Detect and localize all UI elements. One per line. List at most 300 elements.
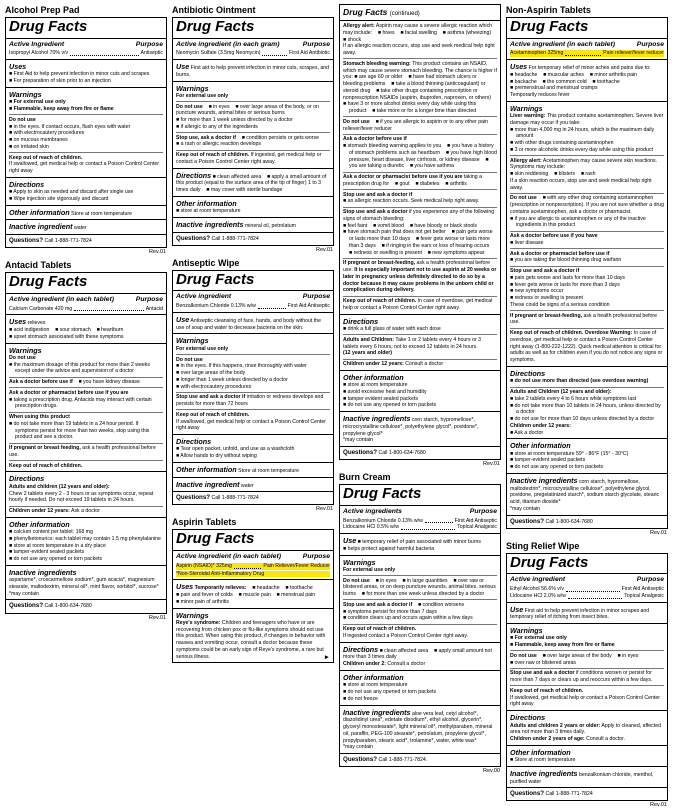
- drug-facts-title: Drug Facts: [176, 530, 255, 548]
- ingredient-name: Benzalkonium Chloride 0.13% w/w: [343, 517, 423, 524]
- thin-divider: [343, 296, 497, 297]
- text-line: ■ store at room temperature in a dry place: [9, 542, 106, 549]
- text-line: ■ minor pain of arthritis: [176, 598, 230, 605]
- section-heading: Directions: [9, 179, 45, 189]
- thin-divider: [176, 354, 330, 355]
- revision-label: Rev.01: [148, 249, 166, 256]
- text-line: Uses For temporary relief of minor aches and pains due to:: [510, 62, 651, 72]
- text-line: ■ redness or swelling is present: [510, 295, 583, 302]
- section-heading: Questions?: [510, 517, 545, 525]
- ingredient-purpose: Antacid: [145, 305, 163, 312]
- drug-facts-title: Drug Facts: [176, 18, 255, 35]
- section-heading: Warnings: [510, 103, 543, 113]
- label-section: [340, 446, 500, 459]
- text-line: Inactive ingredients mineral oil, petrolatum: [176, 220, 296, 230]
- text-line: Inactive ingredient water: [9, 222, 87, 232]
- text-line: ■ store at room temperature: [343, 382, 408, 389]
- thin-divider: [343, 134, 497, 135]
- text-line: If a skin reaction occurs, stop use and seek medical help right away.: [510, 177, 652, 191]
- section-heading: Questions?: [9, 237, 44, 245]
- panel-title: Alcohol Prep Pad: [5, 5, 80, 15]
- section-heading: Uses: [176, 582, 194, 592]
- label-section: [340, 370, 500, 411]
- text-line: Children under 2 years of age: Consult a doctor.: [510, 736, 626, 743]
- panel-title: Aspirin Tablets: [172, 517, 237, 528]
- drug-facts-title: Drug Facts: [510, 18, 589, 35]
- label-section: [340, 533, 500, 555]
- text-line: ■ Allow hands to dry without wiping: [176, 453, 257, 460]
- text-line: Children under 12 years:: [510, 422, 571, 429]
- text-line: ■ Flammable, keep away from fire or flame: [510, 642, 615, 649]
- text-line: Do not use: [9, 354, 36, 361]
- thin-divider: [9, 152, 163, 153]
- thin-divider: [510, 248, 664, 249]
- label-section: [340, 20, 500, 314]
- active-ingredient-header: [510, 576, 664, 585]
- ingredient-purpose: First Aid Antiseptic: [287, 303, 330, 310]
- section-heading: Directions: [510, 368, 546, 378]
- thin-divider: [9, 460, 163, 461]
- text-line: ■ feel faint ■ vomit blood ■ have bloody or black stools: [343, 222, 477, 229]
- text-line: Adults and children 2 years or older: Apply to cleaned, affected area not more than 3 times daily.: [510, 722, 661, 736]
- text-line: Questions? Call 1-800-634-7680: [510, 517, 593, 525]
- column-1: [5, 4, 167, 798]
- purpose-heading: Purpose: [636, 40, 664, 48]
- text-line: ■ the maximum dosage of this product for more than 2 weeks except under the advice and supervision of a doctor: [9, 361, 150, 375]
- section-heading: Other information: [510, 441, 571, 451]
- text-line: ■ For external use only: [9, 99, 66, 106]
- label-section: [6, 471, 166, 516]
- thin-divider: [343, 599, 497, 600]
- ingredient-row: [343, 524, 497, 531]
- ingredient-row: [510, 586, 664, 593]
- section-heading: Questions?: [176, 234, 211, 242]
- purpose-heading: Purpose: [469, 507, 497, 515]
- label-section: [173, 608, 333, 663]
- text-line: Inactive ingredients corn starch, hypromellose, maltodextrin*, microcrystalline cellulose*, polyethylene glycol, povidone, pregelatinized starch*, sodium starch glycolate, stearic acid, titanium dioxide*: [510, 475, 660, 506]
- section-heading: Inactive ingredient: [9, 222, 73, 232]
- text-line: ■ do not use any opened or torn packets: [9, 556, 103, 563]
- thin-divider: [510, 310, 664, 311]
- thin-divider: [9, 412, 163, 413]
- text-line: Children under 2: Consult a doctor: [343, 661, 426, 668]
- dotted-leader: [568, 598, 622, 599]
- section-heading: Directions: [343, 316, 379, 326]
- text-line: Stop use and ask a doctor if: [510, 268, 580, 275]
- thin-divider: [343, 207, 497, 208]
- text-line: For external use only: [343, 566, 396, 573]
- thin-divider: [176, 132, 330, 133]
- label-section: [6, 234, 166, 247]
- section-heading: Questions?: [343, 449, 378, 457]
- text-line: Do not use ■ in eyes ■ in large quantities ■ over raw or blistered areas, or on deep puncture wounds, animal bites, serious burns ■ for more than one week unless directed by a doctor: [343, 577, 496, 598]
- drug-facts-title: Drug Facts: [343, 485, 422, 503]
- text-line: Allergy alert: Aspirin may cause a severe allergic reaction which may include: ■ hives ■ facial swelling ■ asthma (wheezing) ■ shock: [343, 23, 496, 43]
- thin-divider: [9, 506, 163, 507]
- alcohol-prep-pad-box: [5, 17, 167, 248]
- text-line: ■ store at room temperature: [176, 208, 241, 215]
- label-section: [6, 219, 166, 234]
- label-section: [507, 59, 667, 101]
- text-line: When using this product: [9, 414, 70, 421]
- thin-divider: [343, 58, 497, 59]
- section-heading: Other information: [176, 198, 237, 208]
- ingredient-note: *Non-Steroidal Anti-Inflammatory Drug: [176, 571, 330, 578]
- ingredient-row: [176, 303, 330, 310]
- text-line: If swallowed, get medical help or contact a Poison Control Center right away: [9, 161, 159, 175]
- dotted-leader: [234, 568, 261, 569]
- text-line: Adults and Children (12 years and older):: [510, 389, 612, 396]
- text-line: For external use only: [176, 92, 229, 99]
- label-section: [507, 366, 667, 438]
- text-line: Questions? Call 1-888-771-7824: [176, 234, 259, 242]
- active-ingredient-header: [510, 41, 664, 50]
- text-line: Inactive ingredients aloe vera leaf, cetyl alcohol*, diazolidinyl urea*, edetate disodium*, ethyl alcohol, glycerin*, glyceryl monostearate*, light mineral oil*, methylparaben, mineral oil, paraffin, PEG-100 stearate*, petrolatum, propylene glycol*, propylparaben, stearic acid*, trolamine*, water, white wax*: [343, 707, 493, 744]
- ingredient-name: Calcium Carbonate 420 mg: [9, 305, 73, 312]
- text-line: Do not use: [9, 116, 36, 123]
- aspirin-continued-box: [339, 4, 501, 460]
- thin-divider: [510, 328, 664, 329]
- text-line: ■ with electrocautery procedures: [9, 130, 85, 137]
- active-ingredient-heading: Active ingredients: [343, 507, 402, 515]
- text-line: Ask a doctor or pharmacist before use if: [510, 250, 610, 257]
- thin-divider: [176, 392, 330, 393]
- ingredient-row: [176, 563, 330, 570]
- dotted-leader: [566, 591, 620, 592]
- text-line: ■ fever gets worse or lasts for more than 3 days: [510, 281, 620, 288]
- thin-divider: [9, 114, 163, 115]
- panel-antibiotic-ointment: [172, 4, 334, 253]
- text-line: Do not use ■ over large areas of the body ■ in eyes: [510, 652, 639, 659]
- section-heading: Use: [343, 536, 357, 546]
- panel-title: Non-Aspirin Tablets: [506, 5, 591, 15]
- text-line: Questions? Call 1-888-771-7824: [9, 237, 92, 245]
- label-section: [507, 473, 667, 515]
- active-ingredient-header: [176, 553, 330, 562]
- active-ingredient-heading: Active ingredient: [510, 576, 566, 584]
- thin-divider: [343, 116, 497, 117]
- text-line: Use ■ temporary relief of pain associated with minor burns: [343, 536, 481, 546]
- text-line: ■ over raw or blistered areas: [510, 659, 576, 666]
- drug-facts-title: Drug Facts: [510, 553, 589, 571]
- text-line: If swallowed, get medical help or contact a Poison Control Center right away: [176, 418, 326, 432]
- purpose-heading: Purpose: [135, 295, 163, 303]
- active-ingredient-section: [340, 505, 500, 533]
- thin-divider: [343, 189, 497, 190]
- text-line: ■ calcium content per tablet: 168 mg: [9, 529, 93, 536]
- section-heading: Use: [510, 604, 524, 614]
- ingredient-purpose: First Aid Antiseptic: [454, 517, 497, 524]
- text-line: ■ Wipe injection site vigorously and discard: [9, 195, 109, 202]
- section-heading: Inactive ingredients: [9, 567, 77, 577]
- text-line: Other information Store at room temperature: [176, 464, 299, 474]
- text-line: ■ a rash or allergic reaction develops: [176, 141, 262, 148]
- text-line: Do not use ■ if you are allergic to aspirin or to any other pain reliever/fever reducer: [343, 118, 488, 132]
- thin-divider: [343, 359, 497, 360]
- dotted-leader: [425, 522, 453, 523]
- ingredient-purpose: Pain Reliever/Fever Reducer: [263, 562, 330, 569]
- text-line: Questions? Call 1-800-634-7680: [343, 449, 426, 457]
- text-line: ■ For external use only: [510, 635, 567, 642]
- label-section: [173, 232, 333, 245]
- text-line: Keep out of reach of children.: [9, 154, 83, 161]
- ingredient-name: Acetaminophen 325mg: [510, 50, 564, 57]
- text-line: Directions ■ clean affected area ■ apply a small amount of this product (equal to the surface area of the tip of finger) 1 to 3 times daily ■ may cover with sterile bandage: [176, 170, 327, 194]
- antibiotic-ointment-box: [172, 17, 334, 246]
- label-section: [340, 642, 500, 670]
- text-line: ■ do not use more than directed (see overdose warning): [510, 378, 649, 385]
- label-section: [6, 314, 166, 342]
- section-heading: Use: [176, 314, 190, 324]
- label-section: [173, 477, 333, 492]
- label-section: [173, 579, 333, 607]
- panel-title: Burn Cream: [339, 472, 391, 483]
- text-line: ■ over large areas of the body: [176, 370, 246, 377]
- text-line: Use Antiseptic cleansing of face, hands, and body without the use of soap and water to decrease bacteria on the skin.: [176, 314, 321, 331]
- text-line: ■ 3 or more alcoholic drinks every day while using this product: [510, 146, 653, 153]
- section-heading: Questions?: [176, 494, 211, 502]
- text-line: Stop use and ask a doctor if: [343, 191, 413, 198]
- text-line: ■ if you are allergic to acetaminophen or any of the inactive ingredients in this product: [510, 215, 646, 229]
- label-section: [340, 555, 500, 642]
- thin-divider: [510, 266, 664, 267]
- text-line: Adults and children (12 years and older):: [9, 483, 110, 490]
- sting-relief-wipe-box: [506, 553, 668, 802]
- ingredient-row: [9, 50, 163, 57]
- text-line: ■ acid indigestion ■ sour stomach ■ heartburn: [9, 327, 124, 334]
- thin-divider: [510, 193, 664, 194]
- text-line: ■ premenstrual and menstrual cramps: [510, 85, 598, 92]
- section-heading: Use: [176, 62, 190, 72]
- revision-label: Rev.01: [148, 614, 166, 621]
- ingredient-purpose: First Aid Antibiotic: [289, 50, 330, 57]
- revision-label: Rev.01: [649, 802, 667, 808]
- text-line: Stop use and ask a doctor if conditions worsen or persist for more than 7 days or clears up and reoccurs within a few days.: [510, 670, 653, 684]
- purpose-heading: Purpose: [302, 552, 330, 560]
- section-heading: Questions?: [343, 756, 378, 764]
- purpose-heading: Purpose: [636, 576, 664, 584]
- text-line: Directions ■ clean affected area ■ apply small amount not more than 3 times daily: [343, 644, 492, 661]
- text-line: ■ do not take more than 10 tablets in 24 hours, unless directed by a doctor: [510, 402, 661, 416]
- section-heading: Directions: [176, 170, 212, 180]
- section-heading: Other information: [176, 464, 237, 474]
- label-section: [173, 81, 333, 168]
- thin-divider: [176, 150, 330, 151]
- text-line: Ask a doctor or pharmacist before use if you are taking a prescription drug for ■ gout ■ diabetes ■ arthritis: [343, 174, 482, 187]
- text-line: ■ take 2 tablets every 4 to 6 hours while symptoms last: [510, 395, 637, 402]
- text-line: ■ tamper-evident sealed packets: [9, 549, 85, 556]
- label-section: [507, 438, 667, 473]
- text-line: Allergy alert: Acetaminophen may cause severe skin reactions. Symptoms may include:: [510, 157, 658, 171]
- text-line: If swallowed, get medical help or contact a Poison Control Center right away: [510, 694, 660, 708]
- thin-divider: [510, 231, 664, 232]
- section-heading: Uses: [510, 62, 528, 72]
- section-heading: Inactive ingredient: [176, 479, 240, 489]
- text-line: ■ backache ■ the common cold ■ toothache: [510, 78, 620, 85]
- text-line: ■ store at room temperature 59° - 86°F (15° - 30°C): [510, 450, 629, 457]
- ingredient-name: Aspirin (NSAID)* 325mg: [176, 562, 232, 569]
- text-line: Stop use and ask a doctor if ■ condition worsens: [343, 601, 465, 608]
- section-heading: Directions: [176, 437, 212, 447]
- section-heading: Uses: [9, 62, 27, 72]
- text-line: ■ have stomach pain that does not get better ■ pain gets worse or lasts more than 10 days ■ fever gets worse or lasts more than 3 days ■ if ringing in the ears or loss of hearing occurs ■ redness or swelling is present ■ new symptoms appear: [343, 229, 494, 256]
- panel-title: Antacid Tablets: [5, 260, 72, 271]
- text-line: Uses relieves: [9, 317, 46, 327]
- label-section: [6, 599, 166, 612]
- text-line: ■ on irritated skin: [9, 143, 49, 150]
- column-3: [339, 4, 501, 798]
- active-ingredient-header: [9, 296, 163, 305]
- text-line: *may contain: [343, 437, 373, 444]
- text-line: Stop use and ask a doctor if irritation or redness develops and persists for more than 72 hours: [176, 394, 324, 408]
- section-heading: Warnings: [176, 610, 209, 620]
- text-line: Inactive ingredients benzalkonium chloride, menthol, purified water: [510, 768, 654, 785]
- thin-divider: [343, 172, 497, 173]
- text-line: ■ Store at room temperature: [510, 757, 576, 764]
- continued-label: (continued): [389, 11, 420, 17]
- text-line: ■ First Aid to help prevent infection in minor cuts and scrapes: [9, 71, 150, 78]
- ingredient-purpose: Topical Analgesic: [624, 592, 664, 599]
- label-section: [173, 196, 333, 217]
- text-line: ■ longer than 1 week unless directed by a doctor: [176, 376, 288, 383]
- thin-divider: [510, 668, 664, 669]
- active-ingredient-section: [173, 290, 333, 312]
- dotted-leader: [565, 55, 601, 56]
- text-line: Questions? Call 1-888-771-7824: [176, 494, 259, 502]
- text-line: Use First aid to help prevent infection in minor scrapes and temporary relief of itching from insect bites.: [510, 604, 650, 621]
- ingredient-purpose: Topical Analgesic: [457, 524, 497, 531]
- text-line: (12 years and older): [343, 350, 393, 357]
- section-heading: Directions: [9, 474, 45, 484]
- section-heading: Other information: [9, 519, 70, 529]
- text-line: ■ with electrocautery procedures: [176, 383, 252, 390]
- ingredient-purpose: Pain reliever/fever reducer: [603, 50, 664, 57]
- continued-arrow: ►: [323, 653, 330, 661]
- section-heading: Warnings: [343, 557, 376, 567]
- text-line: If pregnant or breast-feeding, ask a health professional before use. It is especially important not to use aspirin at 20 weeks or later in pregnancy unless definitely directed to do so by a doctor because it may cause problems in the unborn child or complication during delivery.: [343, 260, 497, 294]
- section-heading: Other information: [343, 372, 404, 382]
- text-line: ■ upset stomach associated with these symptoms: [9, 333, 124, 340]
- text-line: aspartame*, croscarmellose sodium*, gum acacia*, magnesium stearate, maltodextrin, mineral oil*, mint flavor, sorbitol*, sucrose*: [9, 577, 159, 590]
- panel-antacid-tablets: [5, 259, 167, 620]
- text-line: ■ taking a prescription drug. Antacids may interact with certain prescription drugs.: [9, 396, 152, 410]
- active-ingredient-header: [176, 41, 330, 50]
- text-line: For external use only: [176, 345, 229, 352]
- section-heading: Warnings: [176, 336, 209, 346]
- text-line: ■ Ask a doctor: [510, 429, 544, 436]
- revision-label: Rev.00: [482, 768, 500, 775]
- thin-divider: [176, 409, 330, 410]
- ingredient-name: Neomycin Sulfate (3.5mg Neomycin): [176, 50, 261, 57]
- text-line: ■ skin reddening ■ blisters ■ rash: [510, 171, 596, 178]
- label-section: [507, 710, 667, 745]
- text-line: ■ Tear open packet, unfold, and use as a washcloth: [176, 446, 295, 453]
- thin-divider: [343, 624, 497, 625]
- label-section: [173, 462, 333, 477]
- label-section: [6, 59, 166, 87]
- section-heading: Other information: [510, 747, 571, 757]
- active-ingredient-section: [507, 38, 667, 60]
- ingredient-name: Lidocaine HCl 2.0% w/w: [510, 592, 566, 599]
- ingredient-row: [176, 50, 330, 57]
- purpose-heading: Purpose: [135, 40, 163, 48]
- text-line: *may contain: [510, 505, 540, 512]
- text-line: Ask a doctor before use if ■ you have kidney disease: [9, 379, 140, 386]
- label-section: [507, 515, 667, 528]
- text-line: ■ tamper-evident sealed packets: [510, 457, 586, 464]
- text-line: Questions? Call 1-888-771-7824.: [343, 756, 428, 764]
- dotted-leader: [74, 310, 144, 311]
- active-ingredient-heading: Active Ingredient: [9, 40, 65, 48]
- text-line: Keep out of reach of children.: [510, 687, 584, 694]
- label-section: [6, 87, 166, 177]
- section-heading: Inactive ingredients: [510, 768, 578, 778]
- panel-aspirin-tablets: [172, 516, 334, 663]
- text-line: Keep out of reach of children. If ingested, get medical help or contact a Poison Control Center right away.: [176, 152, 322, 165]
- text-line: Ask a doctor before use if: [343, 136, 407, 143]
- section-heading: Questions?: [9, 602, 44, 610]
- active-ingredient-section: [173, 550, 333, 579]
- label-section: [507, 101, 667, 366]
- dotted-leader: [262, 55, 287, 56]
- dotted-leader: [258, 308, 286, 309]
- text-line: ■ have 3 or more alcohol drinks every day while using this product ■ take more or for a longer time than directed: [343, 101, 477, 115]
- dotted-leader: [401, 529, 455, 530]
- section-heading: Warnings: [176, 83, 209, 93]
- text-line: *may contain: [343, 744, 373, 751]
- text-line: Keep out of reach of children.: [343, 626, 417, 633]
- text-line: Uses Temporarily relieves: ■ headache ■ toothache: [176, 582, 313, 592]
- panel-title: Antibiotic Ointment: [172, 5, 256, 15]
- text-line: Keep out of reach of children.: [9, 462, 83, 469]
- aspirin-tablets-box: [172, 529, 334, 663]
- active-ingredient-header: [343, 508, 497, 517]
- drug-facts-title: Drug Facts (continued): [343, 7, 420, 17]
- text-line: ■ drink a full glass of water with each dose: [343, 326, 441, 333]
- text-line: ■ do not freeze: [343, 695, 378, 702]
- revision-label: Rev.01: [315, 246, 333, 253]
- text-line: ■ symptoms persist for more than 7 days: [343, 608, 437, 615]
- label-section: [507, 745, 667, 766]
- label-section: [340, 670, 500, 705]
- antacid-tablets-box: [5, 272, 167, 613]
- thin-divider: [176, 101, 330, 102]
- section-heading: Inactive ingredients: [343, 414, 411, 424]
- label-section: [173, 434, 333, 462]
- revision-label: Rev.01: [649, 529, 667, 536]
- label-section: [173, 312, 333, 334]
- text-line: Questions? Call 1-888-771-7824: [510, 790, 593, 798]
- label-section: [173, 333, 333, 434]
- label-section: [340, 411, 500, 446]
- text-line: ■ do not use for more than 10 days unless directed by a doctor: [510, 416, 655, 423]
- text-line: ■ do not take more than 19 tablets in a 24 hour period. If symptoms persist for more than two weeks, stop using this product and see a doctor.: [9, 420, 150, 441]
- panel-burn-cream: [339, 471, 501, 774]
- thin-divider: [9, 443, 163, 444]
- text-line: Children under 12 years: Ask a doctor: [9, 508, 100, 515]
- label-section: [173, 491, 333, 504]
- text-line: Ask a doctor or pharmacist before use if you are: [9, 389, 129, 396]
- label-section: [173, 59, 333, 81]
- text-line: ■ more than 4,000 mg in 24 hours, which is the maximum daily amount: [510, 126, 655, 140]
- section-heading: Inactive ingredients: [343, 707, 411, 717]
- text-line: ■ do not use any opened or torn packets: [343, 689, 437, 696]
- active-ingredient-heading: Active ingredient (in each tablet): [510, 40, 615, 48]
- label-section: [507, 602, 667, 624]
- panel-alcohol-prep-pad: [5, 4, 167, 255]
- text-line: Reye's syndrome: Children and teenagers who have or are recovering from chicken pox or flu-like symptoms should not use this product. When using this product, if changes in behavior with nausea and vomiting occur, consult a doctor because these symptoms could be an early sign of Reye's syndrome, a rare but serious illness. ►: [176, 619, 330, 661]
- panel-title: Antiseptic Wipe: [172, 257, 240, 268]
